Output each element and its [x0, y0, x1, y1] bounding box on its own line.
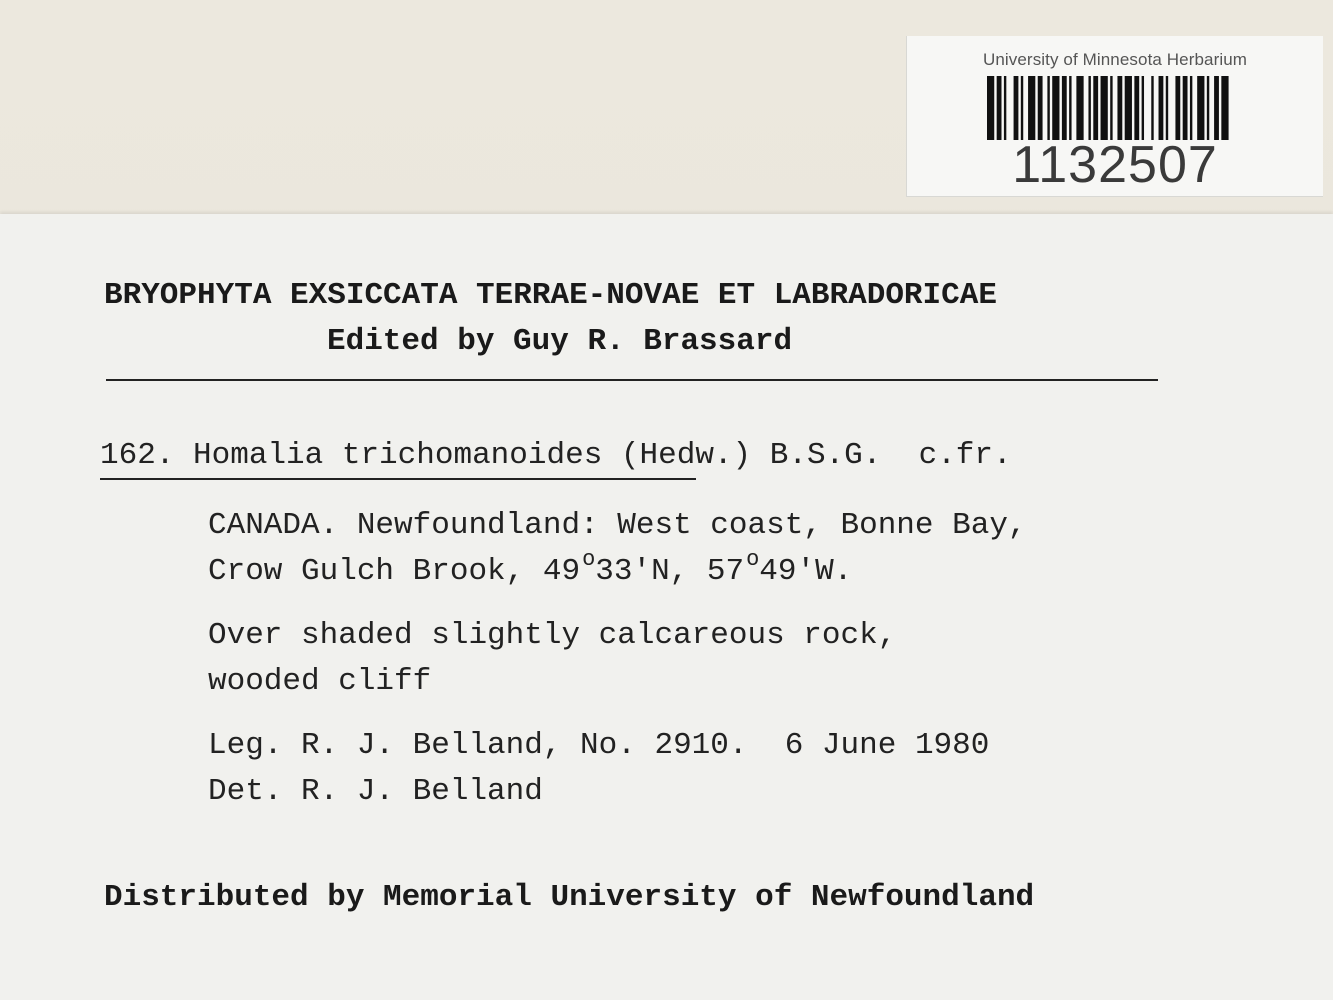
locality-longitude: 33'N, 57 — [595, 554, 745, 589]
barcode-bar — [1021, 76, 1023, 140]
collection-date: 6 June 1980 — [784, 728, 990, 763]
barcode-bar — [1110, 76, 1112, 140]
taxon-authority: (Hedw.) B.S.G. — [620, 438, 882, 473]
barcode-bar — [1159, 76, 1164, 140]
barcode-number: 1132507 — [1012, 136, 1218, 194]
locality-line-2 — [208, 547, 853, 592]
degree-symbol: o — [582, 547, 596, 572]
barcode-bar — [1101, 76, 1108, 140]
barcode-bar — [1004, 76, 1006, 140]
barcode-bar — [1221, 76, 1228, 140]
degree-symbol: o — [746, 547, 760, 572]
barcode-bar — [1052, 76, 1059, 140]
barcode-bar — [1076, 76, 1083, 140]
barcode-bar — [1088, 76, 1090, 140]
barcode-bar — [1117, 76, 1122, 140]
barcode-bar — [1069, 76, 1071, 140]
barcode-bar — [1190, 76, 1192, 140]
barcode-icon — [987, 76, 1231, 140]
barcode-label — [906, 36, 1323, 197]
barcode-bar — [997, 76, 1002, 140]
series-title: BRYOPHYTA EXSICCATA TERRAE-NOVAE ET LABRADORICAE — [104, 278, 997, 313]
locality-latitude: Crow Gulch Brook, 49 — [208, 554, 581, 589]
barcode-bar — [1151, 76, 1153, 140]
taxon-underline — [100, 478, 696, 480]
barcode-bar — [1207, 76, 1209, 140]
barcode-bar — [1197, 76, 1204, 140]
distributor-line: Distributed by Memorial University of Newfoundland — [104, 880, 1035, 915]
locality-line-1: CANADA. Newfoundland: West coast, Bonne Bay, — [208, 508, 1027, 543]
barcode-bar — [1093, 76, 1098, 140]
header-divider — [106, 379, 1158, 381]
barcode-bar — [1125, 76, 1132, 140]
collector: Leg. R. J. Belland, No. 2910. — [208, 728, 748, 763]
barcode-bar — [1166, 76, 1168, 140]
collector-line — [208, 728, 989, 764]
fruiting-status: c.fr. — [918, 438, 1012, 473]
determiner-line: Det. R. J. Belland — [208, 774, 543, 809]
barcode-bar — [1062, 76, 1067, 140]
barcode-bar — [1214, 76, 1219, 140]
barcode-bar — [987, 76, 994, 140]
barcode-bar — [1038, 76, 1043, 140]
taxon-name: Homalia trichomanoides — [193, 438, 603, 473]
barcode-bar — [1142, 76, 1144, 140]
specimen-number: 162. — [100, 438, 175, 473]
barcode-bar — [1047, 76, 1049, 140]
habitat-line-1: Over shaded slightly calcareous rock, — [208, 618, 897, 653]
barcode-bar — [1014, 76, 1019, 140]
habitat-line-2: wooded cliff — [208, 664, 432, 699]
herbarium-name: University of Minnesota Herbarium — [982, 50, 1248, 69]
barcode-bar — [1028, 76, 1035, 140]
locality-longitude-minutes: 49'W. — [759, 554, 853, 589]
barcode-bar — [1183, 76, 1188, 140]
specimen-line — [100, 438, 1012, 474]
barcode-bar — [1175, 76, 1180, 140]
editor-line: Edited by Guy R. Brassard — [327, 324, 793, 359]
specimen-label-card — [0, 214, 1333, 1000]
barcode-bar — [1134, 76, 1139, 140]
